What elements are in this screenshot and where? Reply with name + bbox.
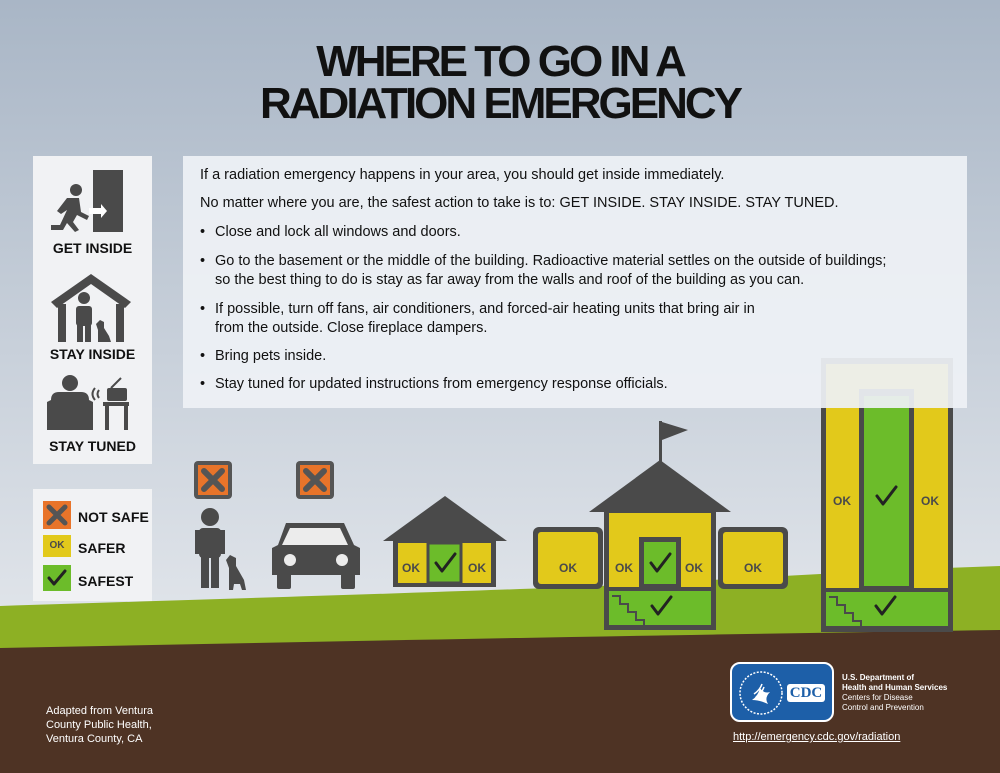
legend-label-not-safe: NOT SAFE [78, 509, 149, 525]
zone-label-ok: OK [468, 561, 486, 575]
bullet-item: • If possible, turn off fans, air conditioners, and forced-air heating units that bring air in [200, 300, 755, 319]
legend-label-safest: SAFEST [78, 573, 134, 589]
instructions-panel [183, 156, 967, 408]
bullet-item: • Go to the basement or the middle of the building. Radioactive material settles on the outside of buildings; [200, 252, 886, 271]
agency-line: Health and Human Services [842, 683, 948, 692]
agency-line: U.S. Department of [842, 673, 915, 682]
actions-panel [33, 156, 152, 464]
credit-line: Adapted from Ventura [46, 705, 154, 717]
person-entering-door-icon [45, 166, 137, 246]
action-label-stay-inside: STAY INSIDE [49, 346, 136, 362]
legend [33, 489, 152, 601]
zone-label-ok: OK [402, 561, 420, 575]
action-label-get-inside: GET INSIDE [52, 240, 133, 256]
bullet-item-continued: so the best thing to do is stay as far away from the walls and roof of the building as you can. [215, 272, 805, 288]
zone-label-ok: OK [921, 494, 939, 508]
bullet-item: • Bring pets inside. [200, 347, 326, 366]
bullet-item-continued: from the outside. Close fireplace dampers. [215, 320, 488, 336]
not-safe-swatch-icon [43, 501, 71, 529]
intro-text-2: No matter where you are, the safest action to take is to: GET INSIDE. STAY INSIDE. STAY TUNED. [200, 195, 839, 211]
not-safe-marker-person [194, 461, 232, 499]
bullet-item: • Close and lock all windows and doors. [200, 223, 461, 242]
safer-swatch: OK [43, 535, 71, 557]
zone-label-ok: OK [685, 561, 703, 575]
safest-swatch-check-icon [43, 565, 71, 591]
agency-line: Centers for Disease [842, 693, 913, 702]
title-line-1: WHERE TO GO IN A [316, 37, 684, 86]
agency-name [842, 673, 947, 713]
agency-line: Control and Prevention [842, 703, 924, 712]
credit-text [46, 704, 153, 746]
cdc-logo-text: CDC [787, 684, 825, 702]
legend-label-safer: SAFER [78, 540, 126, 556]
credit-line: County Public Health, [46, 719, 152, 731]
zone-label-ok: OK [833, 494, 851, 508]
bullet-item: • Stay tuned for updated instructions from emergency response officials. [200, 375, 668, 394]
zone-label-ok: OK [559, 561, 577, 575]
credit-line: Ventura County, CA [46, 733, 143, 745]
zone-label-ok: OK [744, 561, 762, 575]
person-in-house-icon [45, 270, 137, 346]
intro-text: If a radiation emergency happens in your area, you should get inside immediately. [200, 167, 725, 183]
action-label-stay-tuned: STAY TUNED [49, 438, 136, 454]
hhs-eagle-seal-icon [738, 670, 784, 716]
zone-label-ok: OK [615, 561, 633, 575]
radiation-info-link[interactable]: http://emergency.cdc.gov/radiation [733, 731, 901, 743]
not-safe-marker-car [296, 461, 334, 499]
title-line-2: RADIATION EMERGENCY [260, 79, 740, 128]
person-listening-radio-icon [43, 368, 139, 438]
